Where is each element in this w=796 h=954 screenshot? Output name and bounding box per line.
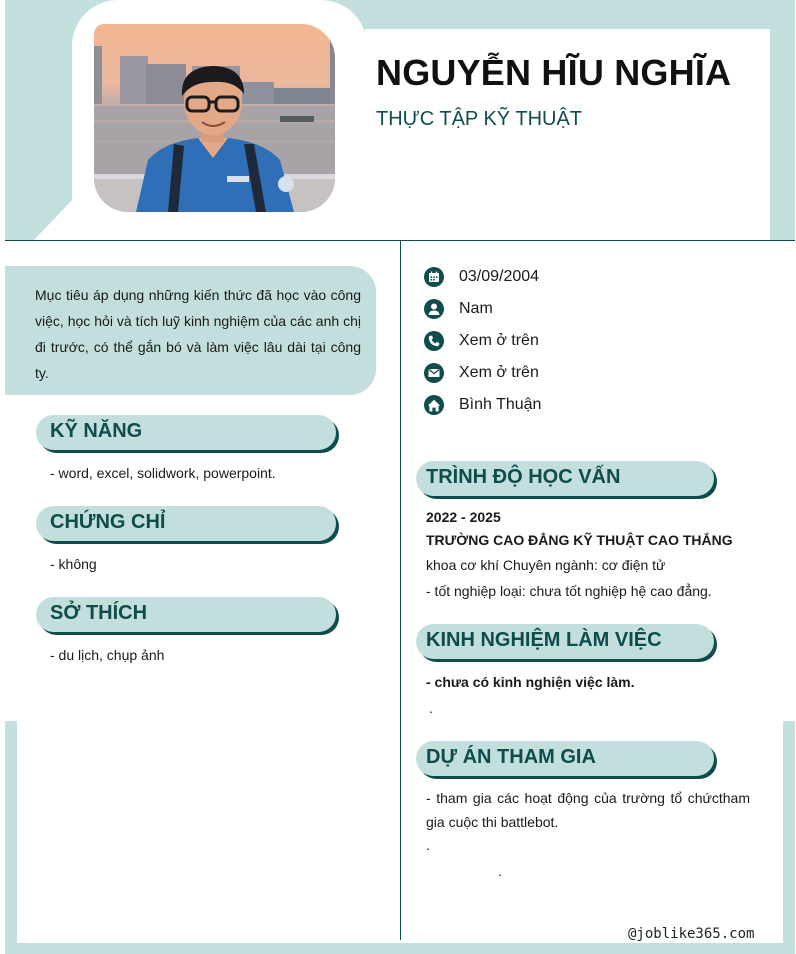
experience-heading: KINH NGHIỆM LÀM VIỆC <box>416 624 714 659</box>
watermark: @joblike365.com <box>628 926 755 942</box>
certificates-text: - không <box>50 556 97 572</box>
contact-birthday <box>424 266 539 288</box>
experience-dot: . <box>429 700 433 716</box>
column-divider <box>400 240 401 940</box>
education-years: 2022 - 2025 <box>426 509 501 525</box>
education-school: TRƯỜNG CAO ĐẲNG KỸ THUẬT CAO THẮNG <box>426 532 733 548</box>
projects-dot-2: . <box>498 863 502 879</box>
calendar-icon <box>424 267 444 287</box>
education-result: - tốt nghiệp loại: chưa tốt nghiệp hệ cao đẳng. <box>426 583 712 599</box>
profile-photo <box>94 24 335 212</box>
projects-dot-1: . <box>426 837 430 853</box>
projects-text: - tham gia các hoạt động của trường tổ chứctham gia cuộc thi battlebot. <box>426 790 750 830</box>
experience-text: - chưa có kinh nghiện việc làm. <box>426 674 635 690</box>
education-heading: TRÌNH ĐỘ HỌC VẤN <box>416 461 714 496</box>
contact-gender <box>424 298 493 320</box>
projects-heading: DỰ ÁN THAM GIA <box>416 741 714 776</box>
hobbies-heading: SỞ THÍCH <box>36 597 336 632</box>
email-value: Xem ở trên <box>459 364 539 381</box>
contact-phone <box>424 330 539 352</box>
address-value: Bình Thuận <box>459 396 542 413</box>
hobbies-text: - du lịch, chụp ảnh <box>50 647 165 663</box>
candidate-name: NGUYỄN HĨU NGHĨA <box>376 52 732 93</box>
user-icon <box>424 299 444 319</box>
education-major: khoa cơ khí Chuyên ngành: cơ điện tử <box>426 557 666 573</box>
phone-icon <box>424 331 444 351</box>
photo-frame-notch <box>34 198 74 240</box>
envelope-icon <box>424 363 444 383</box>
contact-address <box>424 394 541 416</box>
candidate-title: THỰC TẬP KỸ THUẬT <box>376 108 583 130</box>
skills-heading: KỸ NĂNG <box>36 415 336 450</box>
career-objective: Mục tiêu áp dụng những kiến thức đã học vào công việc, học hỏi và tích luỹ kinh nghiệm của các anh chị đi trước, có thể gắn bó và làm việc lâu dài tại công ty. <box>5 266 376 395</box>
certificates-heading: CHỨNG CHỈ <box>36 506 336 541</box>
birthday-value: 03/09/2004 <box>459 268 540 285</box>
home-icon <box>424 395 444 415</box>
skills-text: - word, excel, solidwork, powerpoint. <box>50 465 276 481</box>
gender-value: Nam <box>459 300 493 317</box>
phone-value: Xem ở trên <box>459 332 539 349</box>
contact-email <box>424 362 539 384</box>
